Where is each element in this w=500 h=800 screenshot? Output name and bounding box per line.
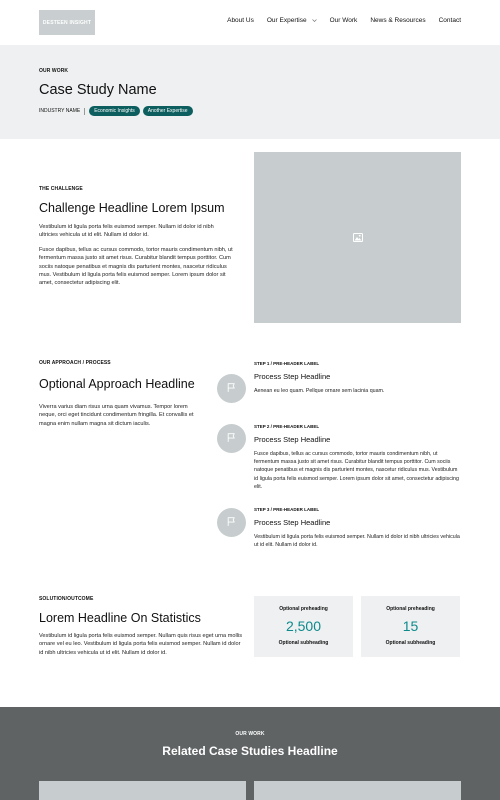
stat-subheading: Optional subheading <box>278 640 329 646</box>
nav-our-expertise[interactable] <box>267 17 317 24</box>
hero-eyebrow: OUR WORK <box>39 68 69 74</box>
stat-card-1 <box>254 596 353 657</box>
image-icon <box>353 229 363 247</box>
chevron-down-icon <box>312 18 317 23</box>
case-study-meta <box>39 106 196 116</box>
approach-headline: Optional Approach Headline <box>39 377 195 391</box>
nav-label: About Us <box>227 17 254 24</box>
flag-icon <box>226 514 237 532</box>
nav-contact[interactable] <box>439 17 461 24</box>
flag-icon <box>226 430 237 448</box>
stat-value: 15 <box>402 618 419 634</box>
step-headline: Process Step Headline <box>254 435 331 444</box>
step-headline: Process Step Headline <box>254 518 331 527</box>
solution-headline: Lorem Headline On Statistics <box>39 611 201 625</box>
related-eyebrow: OUR WORK <box>235 731 265 737</box>
approach-eyebrow: OUR APPROACH / PROCESS <box>39 360 111 366</box>
related-case-card[interactable] <box>39 781 246 800</box>
nav-about-us[interactable] <box>227 17 254 24</box>
tag-another-expertise[interactable]: Another Expertise <box>143 106 193 116</box>
challenge-body: Fusce dapibus, tellus ac cursus commodo, tortor mauris condimentum nibh, ut fermentum massa justo sit amet risus. Curabitur blandit tempus porttitor. Cum sociis natoque penatibus et magnis dis parturient montes, nascetur ridiculus mus. Vestibulum id ligula porta felis euismod semper. Lorem ipsum dolor sit amet, consectetur adipiscing elit. <box>39 247 233 287</box>
meta-divider <box>84 108 85 115</box>
step-headline: Process Step Headline <box>254 372 331 381</box>
site-logo[interactable]: DESTEEN INSIGHT <box>39 10 95 35</box>
nav-label: Our Expertise <box>266 17 307 24</box>
main-nav <box>227 17 461 24</box>
flag-icon <box>226 380 237 398</box>
step-label: STEP 1 / PRE-HEADER LABEL <box>254 361 320 366</box>
nav-label: Contact <box>438 17 461 24</box>
approach-text: Viverra varius diam risus urna quam vivamus. Tempor lorem neque, orci eget tincidunt condimentum fringilla. Et convallis et magna enim nullam magna sit dictum iaculis. <box>39 404 194 427</box>
solution-text: Vestibulum id ligula porta felis euismod semper. Nullam quis risus eget urna mollis ornare vel eu leo. Vestibulum id ligula porta felis euismod semper. Nullam id dolor id nibh ultricies vehicula ut id elit. Nullam id dolor id. <box>39 633 243 656</box>
nav-label: Our Work <box>329 17 358 24</box>
step-label: STEP 2 / PRE-HEADER LABEL <box>254 424 320 429</box>
industry-name: INDUSTRY NAME <box>39 108 81 114</box>
step-icon-circle <box>217 508 246 537</box>
step-content <box>254 424 462 491</box>
challenge-intro: Vestibulum id ligula porta felis euismod semper. Nullam id dolor id nibh ultricies vehicula ut id elit. Nullam id dolor id. <box>39 224 214 239</box>
step-description: Aenean eu leo quam. Pellque ornare sem lacinia quam. <box>254 388 385 394</box>
step-icon-circle <box>217 374 246 403</box>
page-title: Case Study Name <box>39 82 157 98</box>
stat-subheading: Optional subheading <box>385 640 436 646</box>
step-content <box>254 507 462 549</box>
site-header <box>0 0 500 45</box>
related-headline: Related Case Studies Headline <box>162 744 338 758</box>
tag-economic-insights[interactable]: Economic Insights <box>89 106 140 116</box>
hero-section <box>0 45 500 139</box>
stat-preheading: Optional preheading <box>386 606 435 612</box>
stat-preheading: Optional preheading <box>279 606 328 612</box>
step-label: STEP 3 / PRE-HEADER LABEL <box>254 507 320 512</box>
step-content <box>254 361 462 395</box>
challenge-image-placeholder <box>254 152 461 323</box>
related-case-card[interactable] <box>254 781 461 800</box>
step-description: Fusce dapibus, tellus ac cursus commodo, tortor mauris condimentum nibh, ut fermentum massa justo sit amet risus. Curabitur blandit tempus porttitor. Cum sociis natoque penatibus et magnis dis parturient montes, nascetur ridiculus mus. Vestibulum id ligula porta felis euismod semper. Lorem ipsum dolor sit amet, consectetur adipiscing elit. <box>254 451 459 490</box>
related-section <box>0 707 500 800</box>
stat-value: 2,500 <box>285 618 322 634</box>
solution-eyebrow: SOLUTION/OUTCOME <box>39 596 94 602</box>
challenge-headline: Challenge Headline Lorem Ipsum <box>39 201 225 215</box>
nav-our-work[interactable] <box>330 17 358 24</box>
step-description: Vestibulum id ligula porta felis euismod semper. Nullam id dolor id nibh ultricies vehicula ut id elit. Nullam id dolor id. <box>254 534 460 549</box>
nav-label: News & Resources <box>370 17 426 24</box>
stat-card-2 <box>361 596 460 657</box>
challenge-eyebrow: THE CHALLENGE <box>39 186 83 192</box>
step-icon-circle <box>217 424 246 453</box>
nav-news-resources[interactable] <box>370 17 425 24</box>
